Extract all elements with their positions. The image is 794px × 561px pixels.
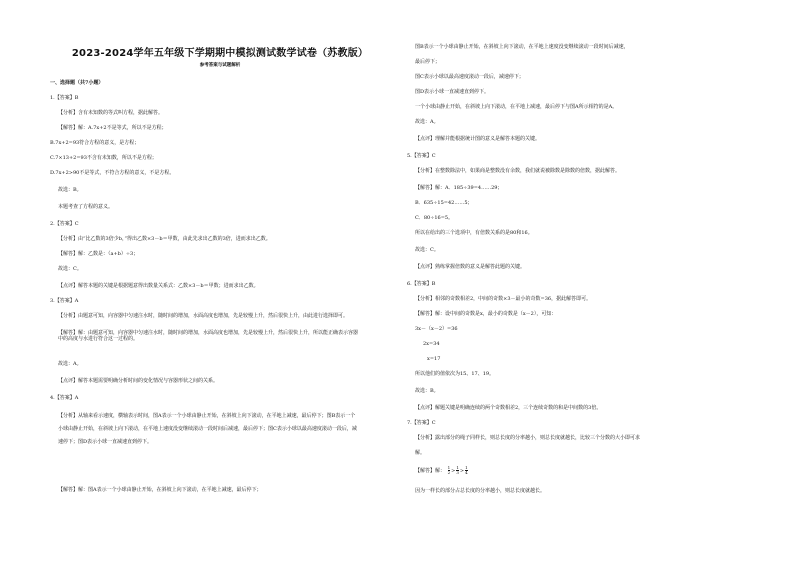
text-line: 故选：A。	[415, 119, 439, 125]
text-line: 故选：B。	[415, 388, 439, 394]
fraction-line: 【解答】解： $\frac{1}{2}$ > $\frac{1}{3}$ > $\frac{1}{4}$	[415, 465, 468, 475]
answer-line: 4.【答案】A	[50, 395, 79, 401]
text-line: B．635÷15=42……5；	[415, 200, 473, 206]
text-line: 解。	[415, 450, 426, 456]
text-line: 故选：B。	[58, 187, 82, 193]
answer-line: 6.【答案】B	[407, 281, 436, 287]
text-line: D.7x+2>90不是等式，不符合方程的意义，不是方程。	[50, 170, 175, 176]
text-line: 【点评】解答本题的关键是根据题意得出数量关系式：乙数×3－b＝甲数；进而求出乙数。	[58, 283, 259, 289]
text-line: 故选：C。	[58, 266, 82, 272]
text-line: 【分析】从轴来看示速度，横轴表示时间，图A表示一个小球由静止开始，在斜坡上向下滚动，在平地上减速，最后停下；图B表示一个小球由静止开始，在斜坡上向下滚动，在平地上速度没变继续滚动一段时间后减速，最后停下；图C表示小球以最高速度滚动一段后，减速停下；图D表示小球一直减速直到停下。	[58, 413, 357, 445]
text-line: 【点评】解答本题需要明确分析时间的变化情况与容器形状之间的关系。	[58, 378, 219, 384]
fraction-b: $\frac{1}{3}$	[456, 465, 459, 475]
text-line: 【点评】解题关键是明确连续的两个奇数相差2，三个连续奇数的和是中间数的3倍。	[415, 405, 602, 411]
answer-line: 7.【答案】C	[407, 420, 436, 426]
text-line: 所以他们的值依次为15、17、19。	[415, 371, 495, 377]
answer-line: 2.【答案】C	[50, 221, 79, 227]
page-title: 2023-2024学年五年级下学期期中模拟测试数学试卷（苏教版）	[71, 48, 369, 59]
fraction-c: $\frac{1}{4}$	[465, 465, 468, 475]
text-line: 【分析】由题意可知，向容器中匀速注水时，随时间的增加，水面高度也增加，先是较慢上升，然后很快上升，由此进行选择即可。	[58, 313, 349, 319]
text-line: 【解答】解：设中间的奇数是x，最小的奇数是（x－2），可知：	[415, 311, 557, 317]
text-line: 因为一样长的部分占总长度的分率越小，则总长度就越长。	[415, 488, 546, 494]
text-line: 最后停下；	[415, 59, 441, 65]
text-line: B.7x+2=93符合方程的意义，是方程；	[50, 140, 140, 146]
solution-label: 【解答】解：	[415, 468, 446, 474]
text-line: 图B表示一个小球由静止开始，在斜坡上向下滚动，在平地上速度没变继续滚动一段时间后减速，	[415, 44, 629, 50]
text-line: 【解答】解：乙数是：（a+b）÷3；	[58, 251, 139, 257]
equation-line: 2x=34	[423, 341, 440, 347]
text-line: 【点评】理解并能根据统计图的意义是解答本题的关键。	[415, 136, 541, 142]
text-line: 图D表示小球一直减速直到停下。	[415, 89, 490, 95]
text-line: C．80÷16=5。	[415, 215, 454, 221]
text-line: 【分析】由“比乙数的3倍少b，”得出乙数×3－b＝甲数，由此先求出乙数的3倍，进而求出乙数。	[58, 236, 271, 242]
text-line: 【解答】解：A．185÷39=4……29；	[415, 185, 503, 191]
text-line: 一个小球由静止开始，在斜坡上向下滚动，在平地上减速，最后停下与图A所示相符的是A。	[415, 104, 618, 110]
page-subtitle: 参考答案与试题解析	[199, 63, 241, 68]
text-line: 故选：C。	[415, 247, 439, 253]
answer-line: 3.【答案】A	[50, 298, 79, 304]
answer-line: 5.【答案】C	[407, 153, 436, 159]
text-line: 【解答】解：由题意可知，向容器中匀速注水时，随时间的增加，水面高度也增加，先是较慢上升，然后很快上升，所以能正确表示容器中的高度与水进行符合这一过程的。	[58, 330, 359, 342]
text-line: 图C表示小球以最高速度滚动一段后，减速停下；	[415, 74, 524, 80]
fraction-a: $\frac{1}{2}$	[447, 465, 451, 475]
equation-line: x=17	[427, 356, 441, 362]
text-line: 【分析】在整数除法中，如果商是整数没有余数，我们就说被除数是除数的倍数，据此解答。	[415, 168, 621, 174]
equation-line: 3x－（x－2）=36	[415, 326, 458, 332]
text-line: 【分析】露出部分的绳子同样长，则总长度的分率越小，则总长度就越长，比较三个分数的大小即可求	[415, 435, 641, 441]
text-line: 【点评】熟练掌握倍数的意义是解答此题的关键。	[415, 264, 526, 270]
text-line: 【解答】解：A.7x+2不是等式，所以不是方程；	[58, 125, 167, 131]
text-line: 本题考查了方程的意义。	[58, 204, 114, 210]
text-line: 【分析】含有未知数的等式叫方程，据此解答。	[58, 110, 164, 116]
text-line: 【解答】解：图A表示一个小球由静止开始，在斜坡上向下滚动，在平地上减速，最后停下；	[58, 487, 262, 493]
section-heading: 一、选择题（共7小题）	[50, 80, 104, 86]
text-line: 故选：A。	[58, 361, 82, 367]
text-line: C.7×13+2=93不含有未知数，所以不是方程；	[50, 155, 157, 161]
text-line: 【分析】相邻的奇数相差2，中间的奇数×3－最小的奇数=36，据此解答即可。	[415, 296, 592, 302]
text-line: 所以在给出的三个选项中，有倍数关系的是80和16。	[415, 230, 533, 236]
answer-line: 1.【答案】B	[50, 95, 79, 101]
